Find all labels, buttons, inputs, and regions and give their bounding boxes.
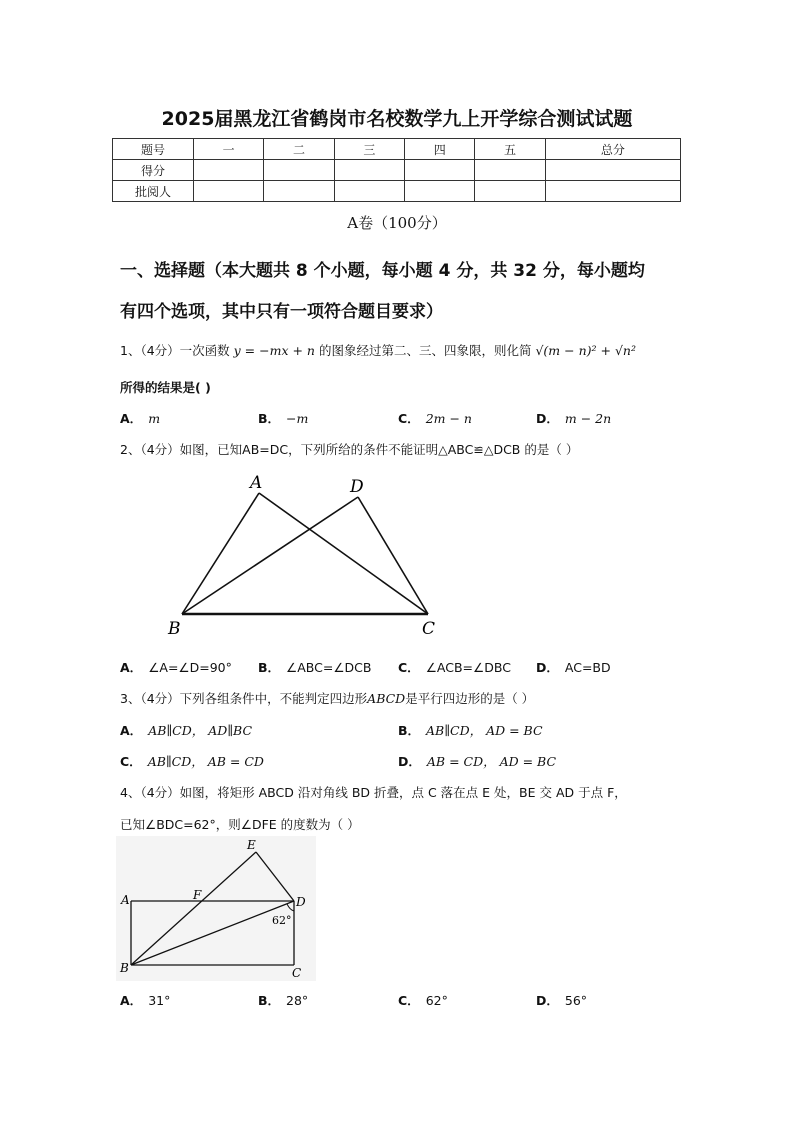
score-cell[interactable] [545,160,680,181]
table-header-cell: 一 [194,139,264,160]
q4-option-d[interactable]: D． 56° [536,993,588,1008]
reviewer-cell[interactable] [264,181,334,202]
table-row [113,160,681,181]
q4-option-a[interactable]: A． 31° [120,993,171,1008]
reviewer-cell[interactable] [545,181,680,202]
q1-line2: 所得的结果是( ) [120,380,211,395]
label-c: C [292,966,302,980]
reviewer-cell[interactable] [405,181,475,202]
table-header-cell: 四 [405,139,475,160]
q2-triangle-figure [160,468,450,643]
q1-option-c[interactable]: C． 2m − n [398,411,472,426]
section-a-title: A卷（100分） [347,214,447,232]
table-header-cell: 二 [264,139,334,160]
score-table-header-row [113,139,681,160]
label-b: B [168,619,181,639]
score-cell[interactable] [264,160,334,181]
question-2: 2、（4分）如图，已知AB=DC，下列所给的条件不能证明△ABC≌△DCB 的是（ ） [120,442,579,457]
question-1 [120,341,636,359]
q3-option-a[interactable]: A． AB∥CD， AD∥BC [120,723,253,738]
angle-label: 62° [272,914,292,927]
score-table [112,138,681,202]
segment-dc [358,497,428,614]
score-cell[interactable] [475,160,545,181]
part1-heading-line1: 一、选择题（本大题共 8 个小题，每小题 4 分，共 32 分，每小题均 [120,261,645,281]
q4-rectangle-fold-figure [116,836,316,981]
label-a: A [121,893,130,907]
reviewer-cell[interactable] [475,181,545,202]
segment-ac [259,493,428,614]
question-4-line2: 已知∠BDC=62°，则∠DFE 的度数为（ ） [120,817,360,832]
label-a: A [250,473,263,493]
document-title: 2025届黑龙江省鹤岗市名校数学九上开学综合测试试题 [161,108,633,130]
segment-db [182,497,358,614]
q3-option-c[interactable]: C． AB∥CD， AB = CD [120,754,264,769]
table-header-cell: 总分 [545,139,680,160]
row-label-cell: 批阅人 [113,181,194,202]
q2-option-d[interactable]: D． AC=BD [536,660,611,675]
q1-expression: √(m − n)² + √n² [535,343,636,358]
q2-option-c[interactable]: C． ∠ACB=∠DBC [398,660,511,675]
q1-prefix: 1、（4分）一次函数 [120,343,230,358]
label-d: D [296,895,306,909]
reviewer-cell[interactable] [194,181,264,202]
label-b: B [120,961,129,975]
q1-option-b[interactable]: B． −m [258,411,309,426]
q2-option-b[interactable]: B． ∠ABC=∠DCB [258,660,372,675]
score-cell[interactable] [334,160,404,181]
score-cell[interactable] [405,160,475,181]
question-4-line1: 4、（4分）如图，将矩形 ABCD 沿对角线 BD 折叠，点 C 落在点 E 处，BE 交 AD 于点 F， [120,785,627,800]
table-header-cell: 题号 [113,139,194,160]
part1-heading-line2: 有四个选项，其中只有一项符合题目要求） [120,302,443,322]
table-row [113,181,681,202]
reviewer-cell[interactable] [334,181,404,202]
q1-option-d[interactable]: D． m − 2n [536,411,612,426]
table-header-cell: 三 [334,139,404,160]
score-cell[interactable] [194,160,264,181]
label-c: C [422,619,436,639]
q3-option-b[interactable]: B． AB∥CD， AD = BC [398,723,543,738]
q1-function: y = −mx + n [233,343,315,358]
q3-option-d[interactable]: D． AB = CD， AD = BC [398,754,557,769]
segment-ab [182,493,259,614]
q4-option-c[interactable]: C． 62° [398,993,448,1008]
q1-middle: 的图象经过第二、三、四象限，则化简 [318,343,532,358]
q2-option-a[interactable]: A． ∠A=∠D=90° [120,660,232,675]
table-header-cell: 五 [475,139,545,160]
label-d: D [350,477,364,497]
question-3: 3、（4分）下列各组条件中，不能判定四边形ABCD是平行四边形的是（ ） [120,691,535,706]
q4-option-b[interactable]: B． 28° [258,993,309,1008]
q1-option-a[interactable]: A． m [120,411,161,426]
label-f: F [193,888,202,902]
row-label-cell: 得分 [113,160,194,181]
label-e: E [247,838,256,852]
